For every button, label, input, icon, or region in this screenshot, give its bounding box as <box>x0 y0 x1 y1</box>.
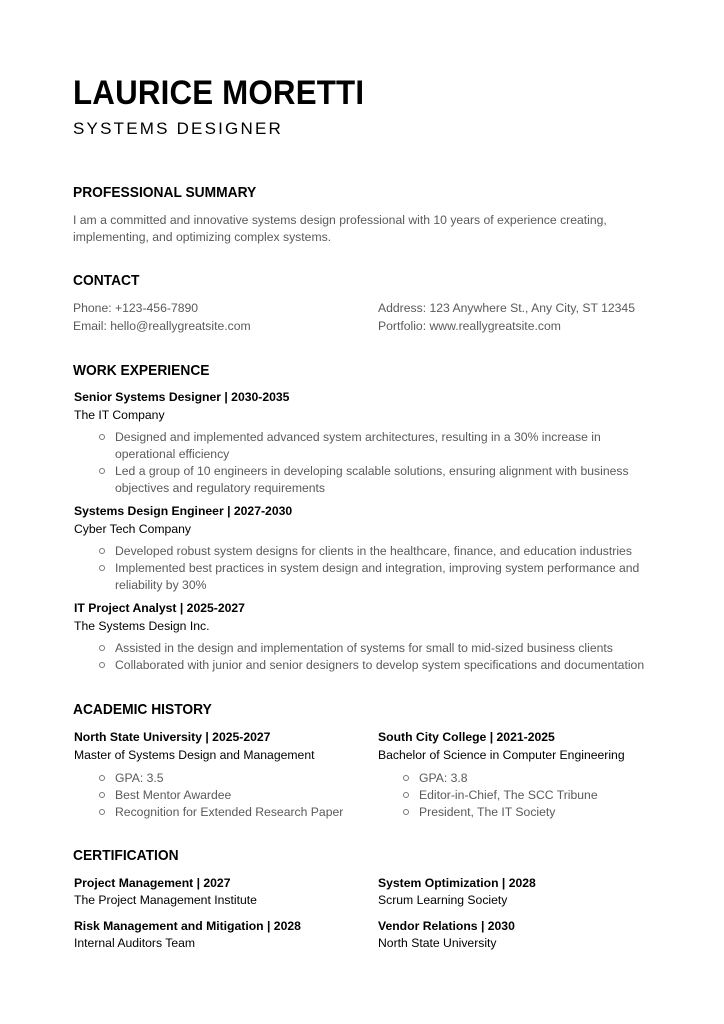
contact-address: Address: 123 Anywhere St., Any City, ST 12345 <box>378 301 635 315</box>
work-heading: WORK EXPERIENCE <box>73 362 210 379</box>
job-bullet: Designed and implemented advanced system architectures, resulting in a 30% increase in operational efficiency <box>73 429 653 463</box>
cert-name: System Optimization | 2028 <box>378 876 536 890</box>
job-company: The IT Company <box>74 408 165 422</box>
school-bullet: GPA: 3.5 <box>73 770 363 787</box>
cert-issuer: Scrum Learning Society <box>378 893 508 907</box>
job-role: Systems Design Engineer | 2027-2030 <box>74 504 293 518</box>
job-bullet: Led a group of 10 engineers in developing scalable solutions, ensuring alignment with business objectives and regulatory requirements <box>73 463 653 497</box>
school-name: South City College | 2021-2025 <box>378 730 555 744</box>
contact-heading: CONTACT <box>73 272 140 289</box>
job-role: IT Project Analyst | 2025-2027 <box>74 601 245 615</box>
job-bullet: Implemented best practices in system design and integration, improving system performance and reliability by 30% <box>73 560 653 594</box>
school-degree: Bachelor of Science in Computer Engineering <box>378 748 625 762</box>
job-bullet: Assisted in the design and implementation of systems for small to mid-sized business clients <box>73 640 653 657</box>
school-bullets <box>73 770 363 821</box>
school-bullet: Best Mentor Awardee <box>73 787 363 804</box>
cert-name: Risk Management and Mitigation | 2028 <box>74 919 301 933</box>
certification-heading: CERTIFICATION <box>73 847 179 864</box>
candidate-title: SYSTEMS DESIGNER <box>73 119 283 138</box>
cert-issuer: The Project Management Institute <box>74 893 257 907</box>
job-company: Cyber Tech Company <box>74 522 191 536</box>
school-bullet: President, The IT Society <box>377 804 653 821</box>
job-bullets <box>73 429 653 497</box>
resume-page <box>73 0 653 1024</box>
school-bullets <box>377 770 653 821</box>
school-degree: Master of Systems Design and Management <box>74 748 315 762</box>
job-bullet: Developed robust system designs for clients in the healthcare, finance, and education industries <box>73 543 653 560</box>
academic-heading: ACADEMIC HISTORY <box>73 701 212 718</box>
contact-email: Email: hello@reallygreatsite.com <box>73 319 251 333</box>
school-bullet: GPA: 3.8 <box>377 770 653 787</box>
job-role: Senior Systems Designer | 2030-2035 <box>74 390 290 404</box>
job-company: The Systems Design Inc. <box>74 619 210 633</box>
contact-portfolio: Portfolio: www.reallygreatsite.com <box>378 319 561 333</box>
job-bullets <box>73 640 653 674</box>
summary-text: I am a committed and innovative systems design professional with 10 years of experience creating, implementing, and optimizing complex systems. <box>73 213 607 244</box>
school-bullet: Editor-in-Chief, The SCC Tribune <box>377 787 653 804</box>
cert-issuer: Internal Auditors Team <box>74 936 196 950</box>
school-bullet: Recognition for Extended Research Paper <box>73 804 363 821</box>
school-name: North State University | 2025-2027 <box>74 730 271 744</box>
cert-issuer: North State University <box>378 936 497 950</box>
contact-phone: Phone: +123-456-7890 <box>73 301 199 315</box>
candidate-name: LAURICE MORETTI <box>73 74 365 112</box>
summary-heading: PROFESSIONAL SUMMARY <box>73 184 257 201</box>
job-bullet: Collaborated with junior and senior designers to develop system specifications and documentation <box>73 657 653 674</box>
cert-name: Project Management | 2027 <box>74 876 231 890</box>
job-bullets <box>73 543 653 594</box>
cert-name: Vendor Relations | 2030 <box>378 919 515 933</box>
